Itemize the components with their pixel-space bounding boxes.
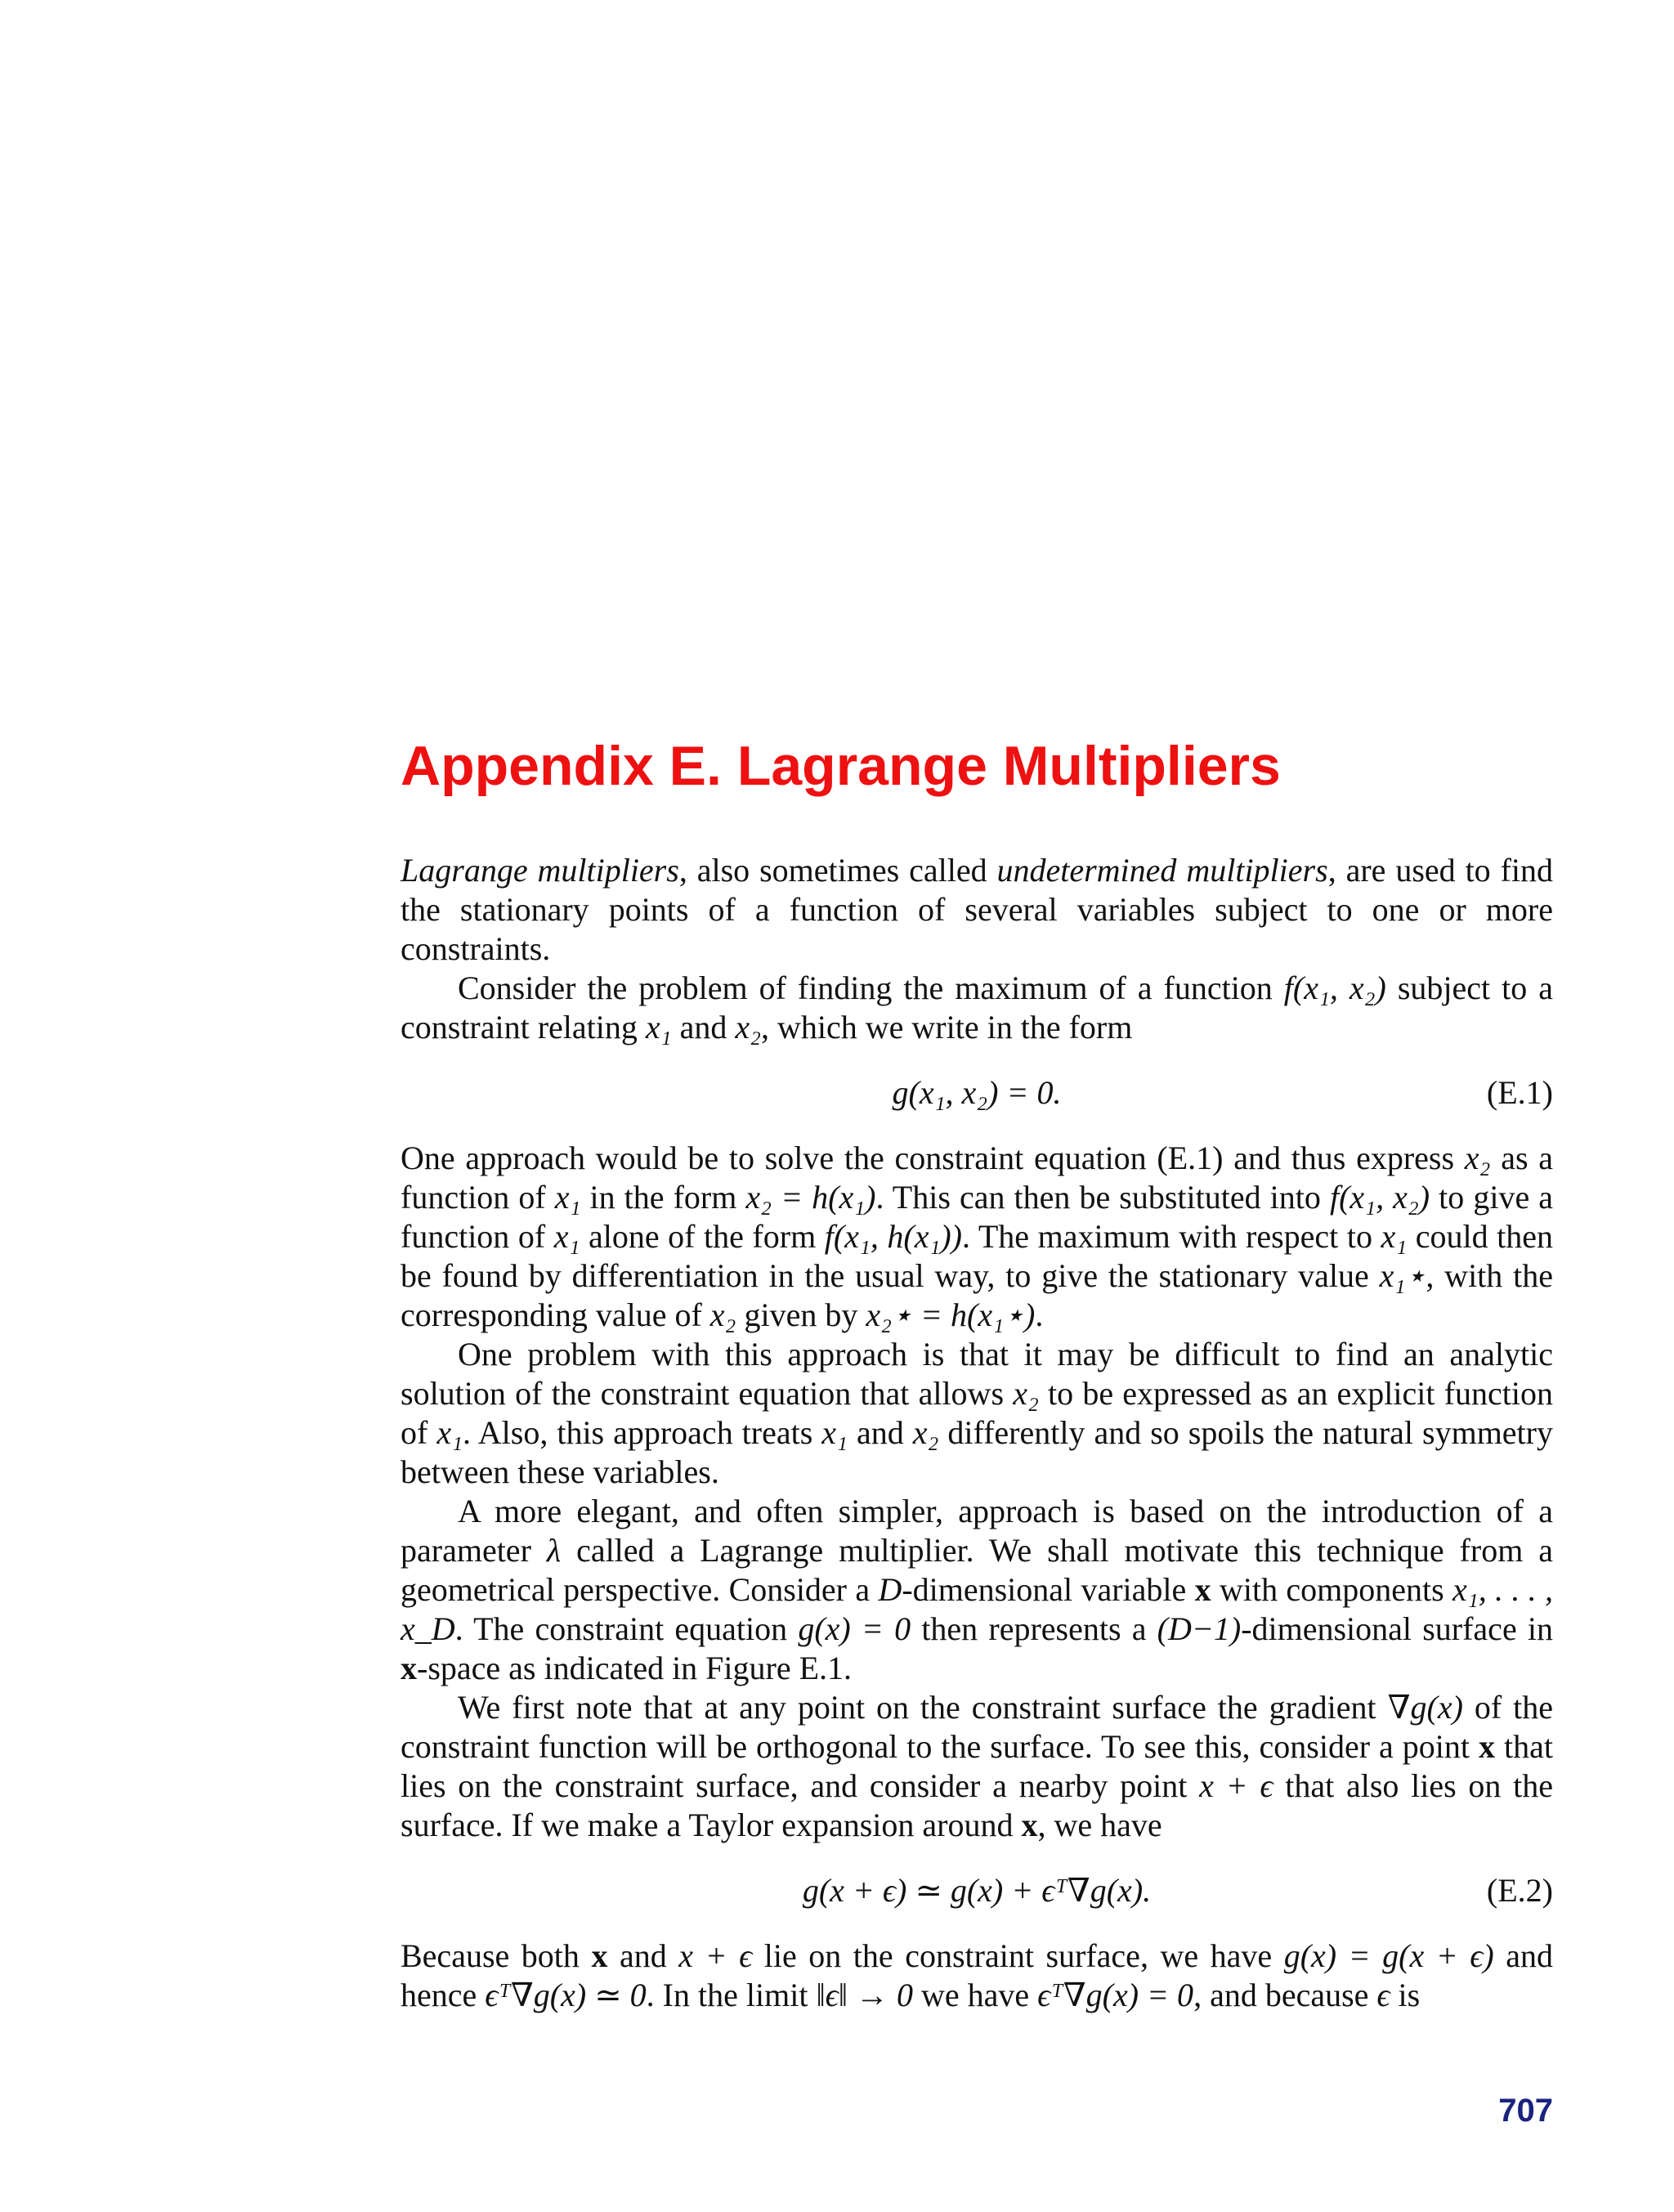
text: called a Lagrange multiplier. We shall motivate this technique from a geometrical perspective. Consider a (401, 1532, 1553, 1608)
paragraph-4 (401, 1335, 1553, 1492)
math-inline: ϵ (1376, 1977, 1390, 2013)
math-inline: x₁⋆ (1379, 1257, 1426, 1294)
math-inline: x₂ (912, 1414, 939, 1451)
text: . This can then be substituted into (875, 1179, 1330, 1216)
text: with components (1211, 1571, 1453, 1608)
text: differently and so spoils the natural symmetry between these variables. (401, 1414, 1553, 1490)
text: . In the limit (646, 1977, 817, 2013)
text: subject to a constraint relating (401, 969, 1553, 1046)
math-inline: x (591, 1937, 608, 1974)
math-inline: x₁ (554, 1179, 581, 1216)
text: . The constraint equation (454, 1610, 799, 1647)
equation-e1 (401, 1073, 1553, 1113)
text: to give a function of (401, 1179, 1554, 1255)
math-inline: ϵᵀ∇g(x) = 0 (1037, 1977, 1194, 2013)
math-inline: x (1021, 1807, 1038, 1843)
text: Because both (401, 1937, 592, 1974)
math-inline: ∇g(x) (1387, 1689, 1463, 1726)
equation-body: g(x₁, x₂) = 0. (892, 1074, 1062, 1111)
text: , are used to find the stationary points of a function of several variables subject to one or more constraints. (401, 852, 1554, 967)
math-inline: f(x₁, h(x₁)) (824, 1218, 963, 1255)
math-inline: x (401, 1650, 417, 1686)
math-inline: x₂ (1013, 1375, 1039, 1412)
text: , also sometimes called (678, 852, 997, 889)
equation-e2 (401, 1871, 1553, 1910)
text: of the constraint function will be orthogonal to the surface. To see this, consider a point (401, 1689, 1553, 1765)
math-inline: x₂ = h(x₁) (745, 1179, 876, 1216)
body-text (401, 851, 1553, 2015)
math-inline: x₂ (735, 1009, 762, 1046)
text: , we have (1037, 1807, 1162, 1843)
text: One approach would be to solve the constraint equation (E.1) and thus express (401, 1140, 1465, 1176)
math-inline: x₂⋆ = h(x₁⋆) (866, 1296, 1036, 1333)
math-inline: x₁, . . . , x_D (401, 1571, 1553, 1647)
paragraph-6 (401, 1688, 1553, 1845)
math-inline: x₂ (709, 1296, 736, 1333)
math-inline: x₁ (821, 1414, 848, 1451)
text: alone of the form (580, 1218, 825, 1255)
math-inline: x₂ (1464, 1140, 1491, 1176)
text: we have (913, 1977, 1038, 2013)
text: We first note that at any point on the constraint surface the gradient (458, 1689, 1388, 1726)
text: as a function of (401, 1140, 1553, 1216)
equation-number: (E.2) (1486, 1872, 1553, 1909)
math-inline: x (1194, 1571, 1211, 1608)
text: -space as indicated in Figure E.1. (417, 1650, 853, 1686)
equation-body: g(x + ϵ) ≃ g(x) + ϵᵀ∇g(x). (802, 1872, 1152, 1909)
text: is (1390, 1977, 1421, 2013)
math-inline: x₁ (553, 1218, 580, 1255)
text: Consider the problem of finding the maximum of a function (458, 969, 1284, 1006)
text: , with the corresponding value of (401, 1257, 1553, 1333)
paragraph-1 (401, 851, 1553, 969)
term-undetermined-multipliers: undetermined multipliers (996, 852, 1328, 889)
math-inline: x₁ (645, 1009, 672, 1046)
paragraph-3 (401, 1139, 1553, 1335)
math-inline: x₁ (1381, 1218, 1408, 1255)
math-inline: D (878, 1571, 902, 1608)
page-title: Appendix E. Lagrange Multipliers (401, 735, 1281, 797)
text: and (607, 1937, 679, 1974)
text: and (671, 1009, 736, 1046)
text: and (847, 1414, 913, 1451)
text: to be expressed as an explicit function of (401, 1375, 1553, 1451)
text: given by (736, 1296, 866, 1333)
text: . (1035, 1296, 1044, 1333)
text: . Also, this approach treats (462, 1414, 822, 1451)
paragraph-2 (401, 969, 1553, 1047)
text: . The maximum with respect to (962, 1218, 1381, 1255)
math-inline: (D−1) (1157, 1610, 1242, 1647)
text: and hence (401, 1937, 1554, 2013)
text: that lies on the constraint surface, and consider a nearby point (401, 1728, 1553, 1804)
math-inline: x + ϵ (1199, 1767, 1273, 1804)
math-inline: g(x) = g(x + ϵ) (1283, 1937, 1494, 1974)
text: then represents a (911, 1610, 1157, 1647)
math-inline: ‖ϵ‖ → 0 (816, 1977, 914, 2013)
math-inline: x + ϵ (678, 1937, 753, 1974)
text: lie on the constraint surface, we have (752, 1937, 1284, 1974)
text: that also lies on the surface. If we make a Taylor expansion around (401, 1767, 1554, 1843)
math-inline: x₁ (436, 1414, 463, 1451)
text: in the form (580, 1179, 746, 1216)
text: A more elegant, and often simpler, approach is based on the introduction of a parameter (401, 1493, 1553, 1569)
text: could then be found by differentiation in the usual way, to give the stationary value (401, 1218, 1554, 1294)
math-inline: f(x₁, x₂) (1283, 969, 1386, 1006)
paragraph-7 (401, 1937, 1553, 2015)
text: , which we write in the form (761, 1009, 1133, 1046)
text: One problem with this approach is that it may be difficult to find an analytic solution of the constraint equation that allows (401, 1336, 1553, 1412)
math-inline: ϵᵀ∇g(x) ≃ 0 (485, 1977, 647, 2013)
text: , and because (1193, 1977, 1377, 2013)
equation-number: (E.1) (1486, 1074, 1553, 1111)
page-number: 707 (1498, 2093, 1553, 2129)
math-inline: x (1479, 1728, 1496, 1765)
text: -dimensional surface in (1241, 1610, 1553, 1647)
math-inline: λ (546, 1532, 562, 1569)
text: -dimensional variable (902, 1571, 1195, 1608)
term-lagrange-multipliers: Lagrange multipliers (401, 852, 679, 889)
math-inline: f(x₁, x₂) (1329, 1179, 1430, 1216)
paragraph-5 (401, 1492, 1553, 1688)
math-inline: g(x) = 0 (798, 1610, 911, 1647)
